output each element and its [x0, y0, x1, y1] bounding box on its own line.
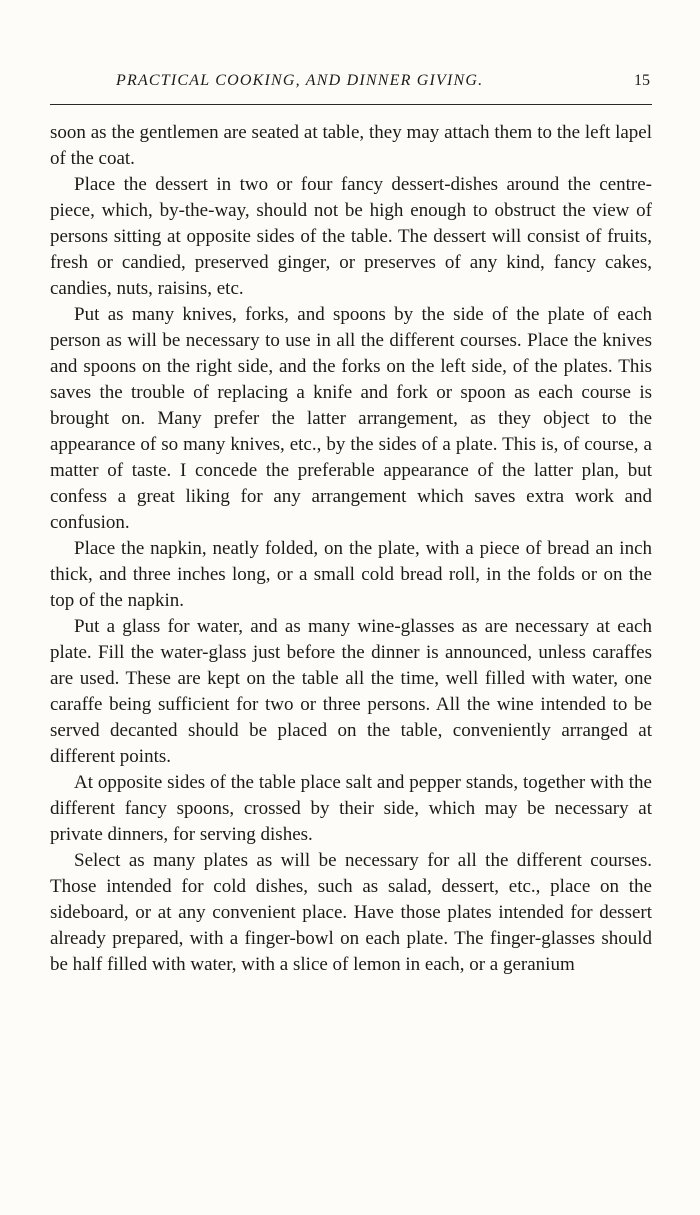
paragraph-napkin: Place the napkin, neatly folded, on the plate, with a piece of bread an inch thick, and three inches long, or a small cold bread roll, in the folds or on the top of the napkin.	[50, 538, 652, 611]
body-text	[50, 120, 652, 978]
paragraph-dessert: Place the dessert in two or four fancy dessert-dishes around the centre-piece, which, by-the-way, should not be high enough to obstruct the view of persons sitting at opposite sides of the table. The dessert will consist of fruits, fresh or candied, preserved ginger, or preserves of any kind, fancy cakes, candies, nuts, raisins, etc.	[50, 174, 652, 299]
paragraph-cutlery: Put as many knives, forks, and spoons by the side of the plate of each person as will be necessary to use in all the different courses. Place the knives and spoons on the right side, and the forks on the left side, of the plates. This saves the trouble of replacing a knife and fork or spoon as each course is brought on. Many prefer the latter arrangement, as they object to the appearance of so many knives, etc., by the sides of a plate. This is, of course, a matter of taste. I concede the preferable appearance of the latter plan, but confess a great liking for any arrangement which saves extra work and confusion.	[50, 304, 652, 533]
paragraph-glasses: Put a glass for water, and as many wine-glasses as are necessary at each plate. Fill the water-glass just before the dinner is announced, unless caraffes are used. These are kept on the table all the time, well filled with water, one caraffe being sufficient for two or three persons. All the wine intended to be served decanted should be placed on the table, conveniently arranged at different points.	[50, 616, 652, 767]
header-rule	[50, 104, 652, 105]
paragraph-plates: Select as many plates as will be necessary for all the different courses. Those intended for cold dishes, such as salad, dessert, etc., place on the sideboard, or at any convenient place. Have those plates intended for dessert already prepared, with a finger-bowl on each plate. The finger-glasses should be half filled with water, with a slice of lemon in each, or a geranium	[50, 850, 652, 975]
paragraph-continuation: soon as the gentlemen are seated at table, they may attach them to the left lapel of the coat.	[50, 122, 652, 169]
page-number: 15	[634, 72, 650, 89]
paragraph-salt-pepper: At opposite sides of the table place salt and pepper stands, together with the different fancy spoons, crossed by their side, which may be necessary at private dinners, for serving dishes.	[50, 772, 652, 845]
running-title: PRACTICAL COOKING, AND DINNER GIVING.	[116, 72, 484, 89]
page-header	[50, 72, 652, 94]
